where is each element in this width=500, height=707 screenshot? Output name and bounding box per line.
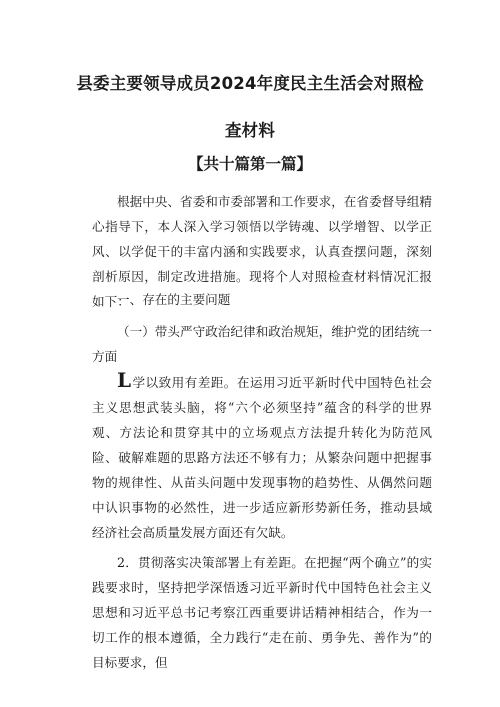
document-subtitle: 【共十篇第一篇】 <box>187 155 312 173</box>
section-heading: 一、存在的主要问题 <box>117 292 231 307</box>
item-1-dropcap: L <box>117 368 132 392</box>
item-1-paragraph <box>92 370 432 545</box>
subsection-heading: （一）带头严守政治纪律和政治规矩，维护党的团结统一方面 <box>92 324 432 364</box>
item-1-text: 学以致用有差距。在运用习近平新时代中国特色社会主义思想武装头脑，将“六个必须坚持”蕴含的科学的世界观、方法论和贯穿其中的立场观点方法提升转化为防范风险、破解难题的思路方法还不够有力；从繁杂问题中把握事物的规律性、从苗头问题中发现事物的趋势性、从偶然问题中认识事物的必然性，进一步适应新形势新任务，推动县域经济社会高质量发展方面还有欠缺。 <box>92 375 432 540</box>
item-2-paragraph: 2．贯彻落实决策部署上有差距。在把握“两个确立”的实践要求时，坚持把学深悟透习近平新时代中国特色社会主义思想和习近平总书记考察江西重要讲话精神相结合，作为一切工作的根本遵循，全力践行“走在前、勇争先、善作为”的目标要求，但 <box>92 555 432 670</box>
document-title-line-1: 县委主要领导成员2024年度民主生活会对照检 <box>76 74 424 93</box>
intro-paragraph: 根据中央、省委和市委部署和工作要求，在省委督导组精心指导下，本人深入学习领悟以学铸魂、以学增智、以学正风、以学促干的丰富内涵和实践要求，认真查摆问题，深刻剖析原因，制定改进措施。现将个人对照检查材料情况汇报如下： <box>92 194 432 309</box>
document-title-line-2: 查材料 <box>224 121 276 140</box>
